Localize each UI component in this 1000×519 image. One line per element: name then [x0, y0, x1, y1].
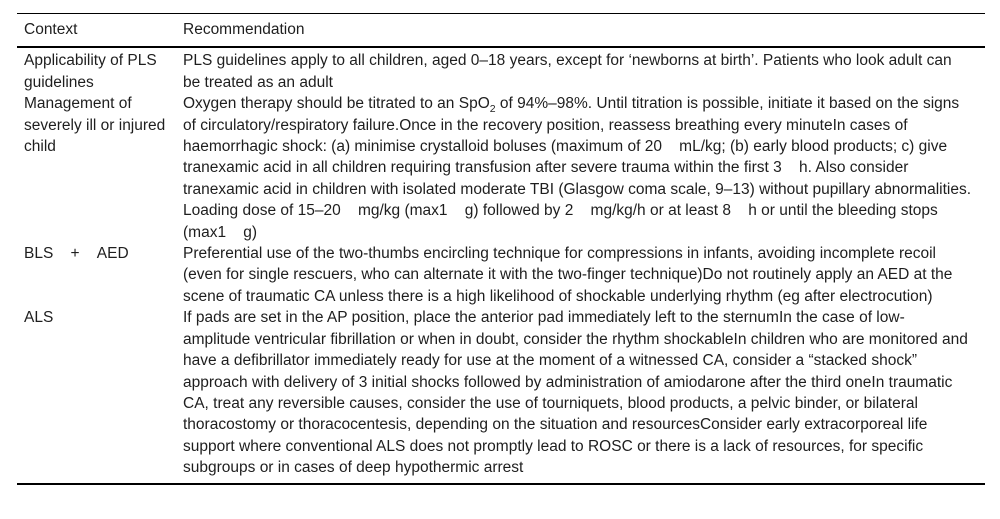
- subscript-text: 2: [489, 103, 496, 116]
- text-segment: Preferential use of the two-thumbs encircling technique for compressions in infants, avoiding incomplete recoil (even for single rescuers, who can alternate it with the two-finger technique)Do not routinely apply an AED at the scene of traumatic CA unless there is a high likelihood of shockable underlying rhythm (eg after electrocution): [183, 245, 953, 305]
- text-segment: of 94%–98%. Until titration is possible, initiate it based on the signs of circulatory/respiratory failure.Once in the recovery position, reassess breathing every minuteIn cases of haemorrhagic shock: (a) minimise crystalloid boluses (maximum of 20 mL/kg; (b) early blood products; c) give tranexamic acid in all children requiring transfusion after severe trauma within the first 3 h. Also consider tranexamic acid in children with isolated moderate TBI (Glasgow coma scale, 9–13) without pupillary abnormalities. Loading dose of 15–20 mg/kg (max1 g) followed by 2 mg/kg/h or at least 8 h or until the bleeding stops (max1 g): [183, 95, 972, 241]
- context-cell: ALS: [24, 309, 54, 327]
- table-header: [17, 13, 985, 48]
- recommendation-cell: [183, 307, 985, 478]
- text-segment: PLS guidelines apply to all children, aged 0–18 years, except for ‘newborns at birth’. Patients who look adult can be treated as an adult: [183, 52, 952, 91]
- context-cell: BLS + AED: [24, 245, 129, 263]
- column-header-recommendation: Recommendation: [183, 21, 305, 38]
- recommendation-cell: [183, 93, 985, 243]
- table-row: [17, 243, 985, 307]
- table-row: [17, 50, 985, 93]
- column-header-context: Context: [24, 21, 78, 38]
- recommendation-cell: [183, 243, 985, 307]
- recommendation-cell: [183, 50, 985, 93]
- context-cell: Applicability of PLS guidelines: [24, 52, 157, 91]
- text-segment: If pads are set in the AP position, place the anterior pad immediately left to the sternumIn the case of low-amplitude ventricular fibrillation or when in doubt, consider the rhythm shockableIn children who are monitored and have a defibrillator immediately ready for use at the moment of a witnessed CA, consider a “stacked shock” approach with delivery of 3 initial shocks followed by administration of amiodarone after the third oneIn traumatic CA, treat any reversible causes, consider the use of tourniquets, blood products, a pelvic binder, or bilateral thoracostomy or thoracocentesis, depending on the situation and resourcesConsider early extracorporeal life support where conventional ALS does not promptly lead to ROSC or there is a lack of resources, for specific subgroups or in cases of deep hypothermic arrest: [183, 309, 968, 477]
- recommendations-table: [17, 13, 985, 485]
- table-row: [17, 93, 985, 243]
- table-body: [17, 48, 985, 484]
- context-cell: Management of severely ill or injured child: [24, 95, 166, 156]
- table-row: [17, 307, 985, 478]
- text-segment: Oxygen therapy should be titrated to an SpO: [183, 95, 490, 113]
